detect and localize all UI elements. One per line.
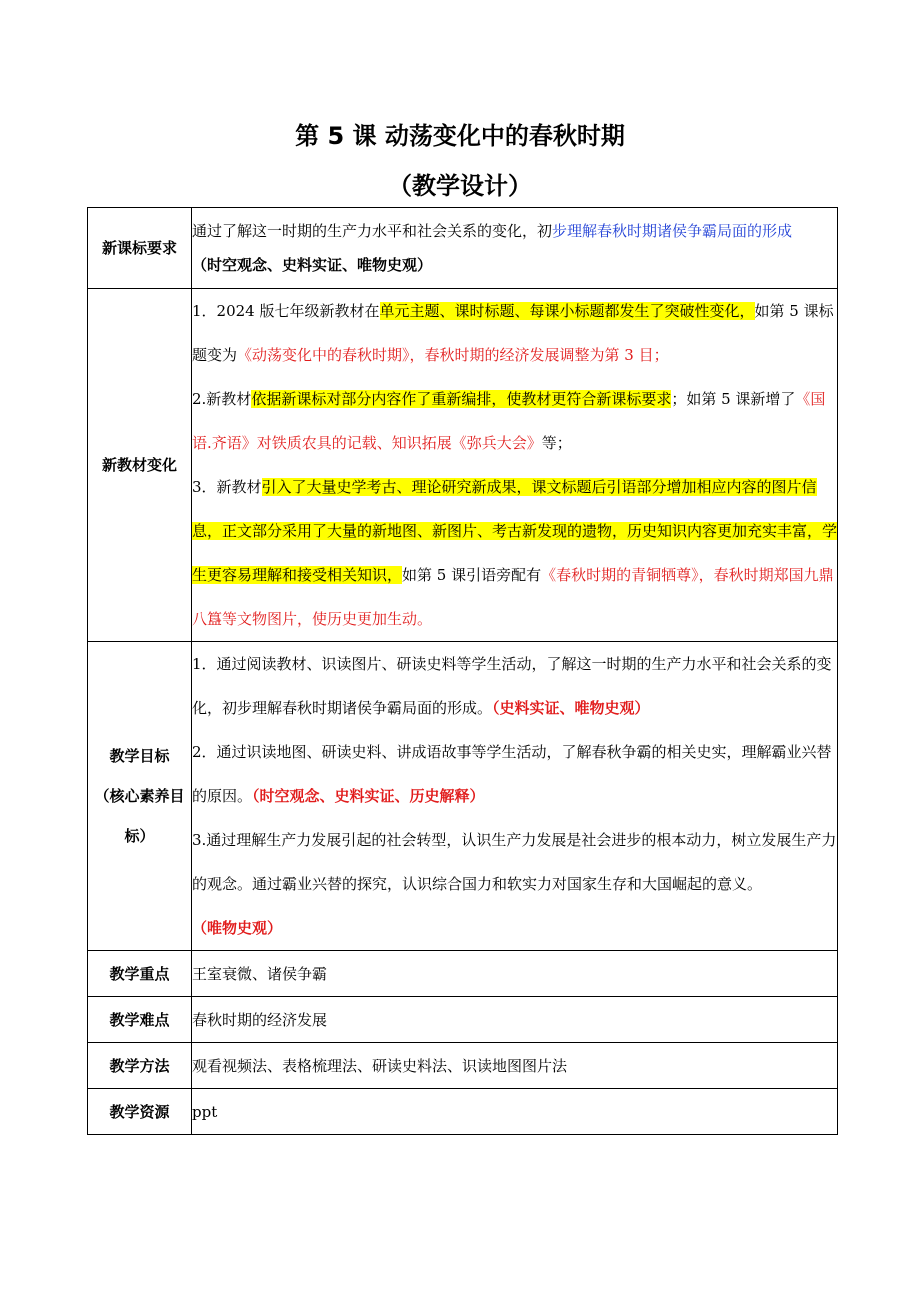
table-row: [88, 289, 838, 642]
row-content-changes: [192, 289, 838, 642]
changes-item-3: 3．新教材引入了大量史学考古、理论研究新成果，课文标题后引语部分增加相应内容的图片信息，正文部分采用了大量的新地图、新图片、考古新发现的遗物，历史知识内容更加充实丰富，学生更容易理解和接受相关知识，如第 5 课引语旁配有《春秋时期的青铜牺尊》，春秋时期郑国九鼎八簋等文物图片，使历史更加生动。: [192, 478, 838, 628]
row-content-methods: 观看视频法、表格梳理法、研读史料法、识读地图图片法: [192, 1043, 838, 1089]
table-row: [88, 951, 838, 997]
table-row: [88, 1089, 838, 1135]
row-content-key-points: 王室衰微、诸侯争霸: [192, 951, 838, 997]
row-label-resources: 教学资源: [88, 1089, 192, 1135]
goal-item-1: 1．通过阅读教材、识读图片、研读史料等学生活动，了解这一时期的生产力水平和社会关系的变化，初步理解春秋时期诸侯争霸局面的形成。（史料实证、唯物史观）: [192, 655, 832, 717]
row-label-changes: 新教材变化: [88, 289, 192, 642]
table-row: [88, 997, 838, 1043]
table-row: [88, 642, 838, 951]
table-row: [88, 1043, 838, 1089]
row-label-methods: 教学方法: [88, 1043, 192, 1089]
standard-text: 通过了解这一时期的生产力水平和社会关系的变化，初: [192, 222, 553, 240]
row-label-goals: 教学目标 （核心素养目 标）: [88, 642, 192, 951]
page-title: 第 5 课 动荡变化中的春秋时期: [295, 122, 625, 150]
row-content-goals: [192, 642, 838, 951]
goal-item-3: 3.通过理解生产力发展引起的社会转型，认识生产力发展是社会进步的根本动力，树立发展生产力的观念。通过霸业兴替的探究，认识综合国力和软实力对国家生存和大国崛起的意义。 （唯物史观）: [192, 831, 837, 937]
row-content-standard: [192, 208, 838, 289]
changes-item-2: 2.新教材依据新课标对部分内容作了重新编排，使教材更符合新课标要求；如第 5 课新增了《国语.齐语》对铁质农具的记载、知识拓展《弥兵大会》等；: [192, 390, 826, 452]
lesson-plan-table: [87, 207, 838, 1135]
row-content-difficulties: 春秋时期的经济发展: [192, 997, 838, 1043]
goal-item-2: 2．通过识读地图、研读史料、讲成语故事等学生活动，了解春秋争霸的相关史实，理解霸业兴替的原因。（时空观念、史料实证、历史解释）: [192, 743, 832, 805]
table-row: [88, 208, 838, 289]
row-label-key-points: 教学重点: [88, 951, 192, 997]
changes-item-1: 1．2024 版七年级新教材在单元主题、课时标题、每课小标题都发生了突破性变化，如第 5 课标题变为《动荡变化中的春秋时期》，春秋时期的经济发展调整为第 3 目；: [192, 302, 834, 364]
page-subtitle: （教学设计）: [388, 172, 532, 200]
row-label-difficulties: 教学难点: [88, 997, 192, 1043]
row-content-resources: ppt: [192, 1089, 838, 1135]
standard-text-blue: 步理解春秋时期诸侯争霸局面的形成: [552, 222, 793, 240]
standard-literacy: （时空观念、史料实证、唯物史观）: [192, 256, 433, 274]
row-label-standard: 新课标要求: [88, 208, 192, 289]
